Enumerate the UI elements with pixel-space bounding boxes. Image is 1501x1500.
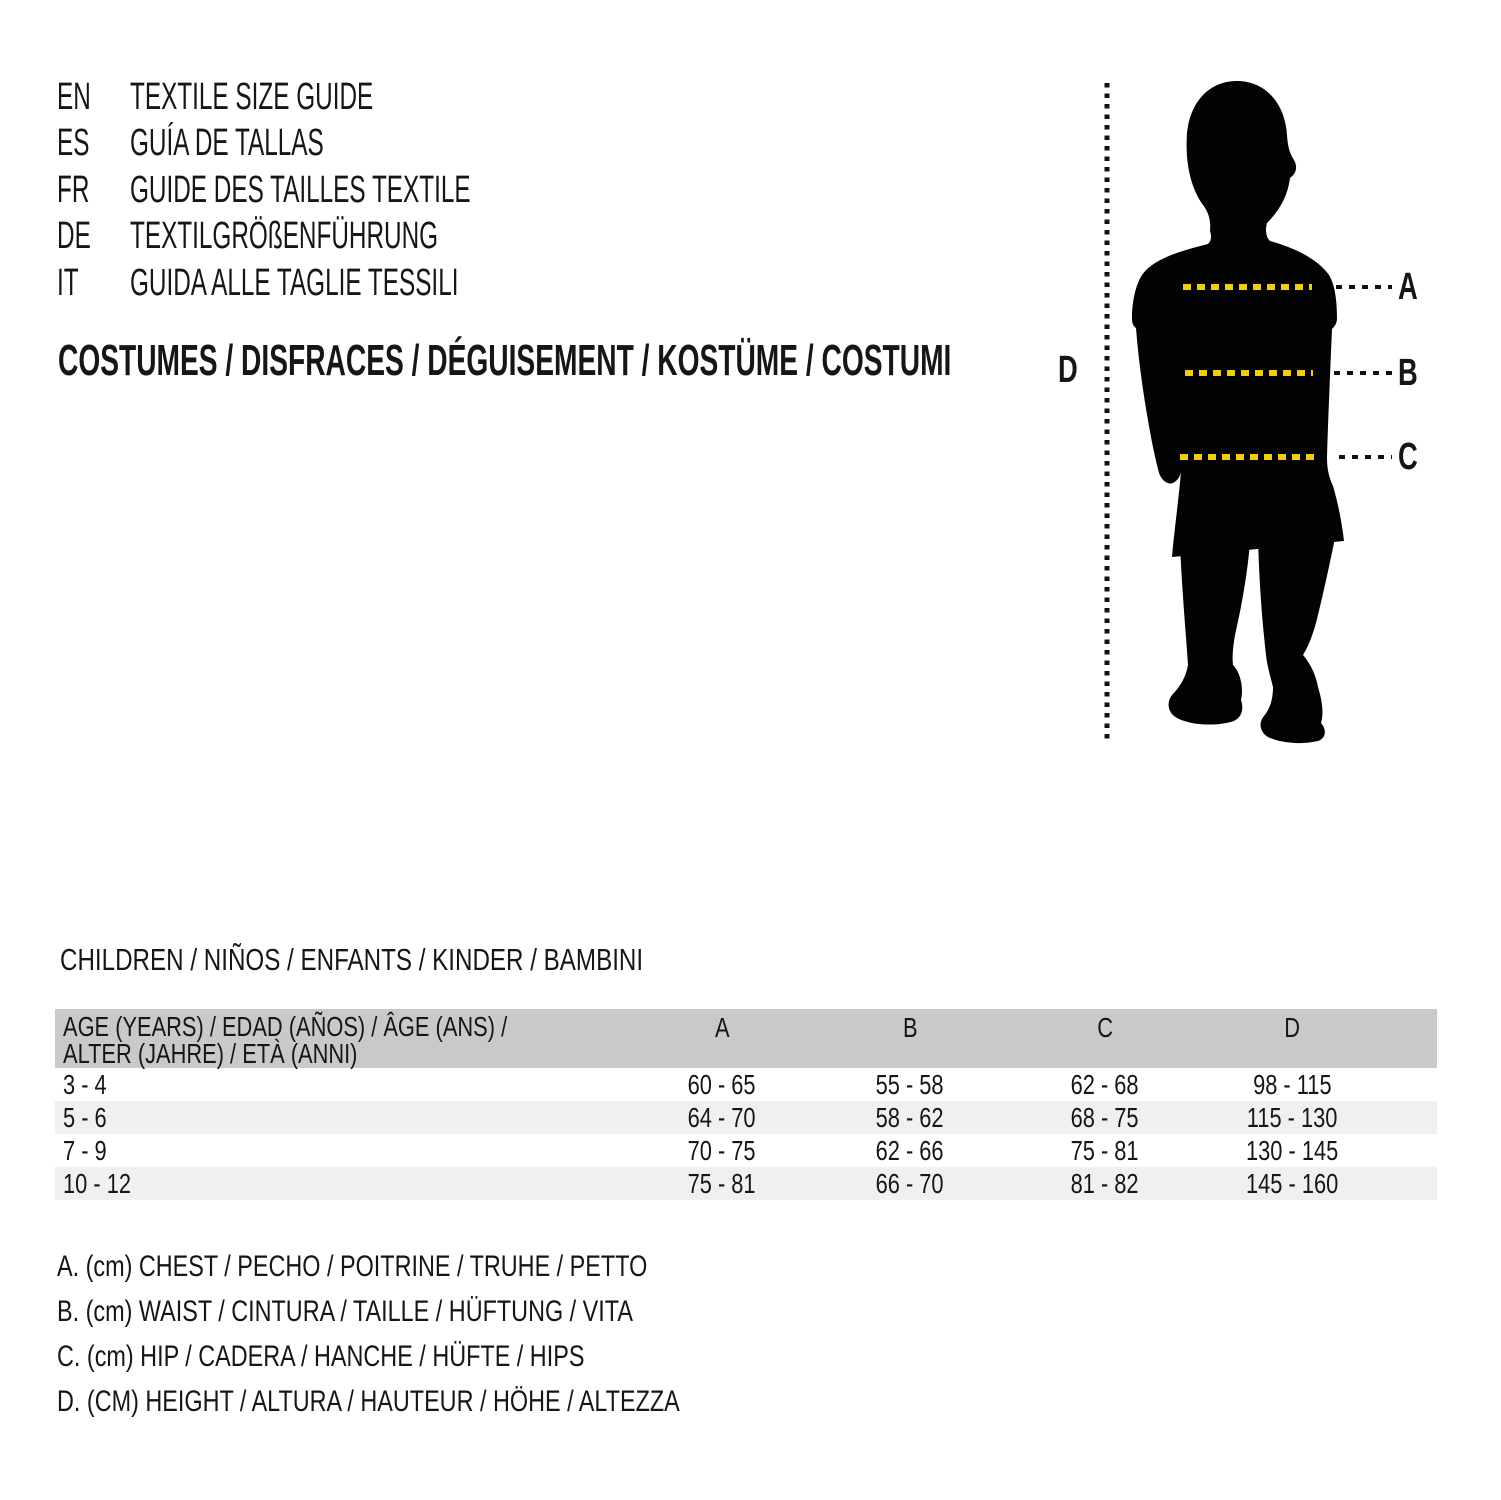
waist-label: B bbox=[1398, 352, 1418, 394]
lang-label: TEXTILGRÖßENFÜHRUNG bbox=[130, 215, 439, 257]
age-cell: 10 - 12 bbox=[63, 1168, 131, 1199]
lang-label: GUÍA DE TALLAS bbox=[130, 122, 324, 164]
age-cell: 7 - 9 bbox=[63, 1135, 107, 1166]
legend-chest: A. (cm) CHEST / PECHO / POITRINE / TRUHE / PETTO bbox=[57, 1250, 648, 1283]
table-row bbox=[55, 1167, 1437, 1200]
legend-hip: C. (cm) HIP / CADERA / HANCHE / HÜFTE / HIPS bbox=[57, 1340, 585, 1373]
child-silhouette-icon bbox=[1132, 81, 1344, 557]
hip-label: C bbox=[1398, 436, 1418, 478]
age-column-header: AGE (YEARS) / EDAD (AÑOS) / ÂGE (ANS) / ALTER (JAHRE) / ETÀ (ANNI) bbox=[63, 1011, 508, 1069]
measurement-figure bbox=[1040, 75, 1460, 755]
table-row bbox=[55, 1068, 1437, 1101]
waist-cell: 55 - 58 bbox=[875, 1069, 944, 1100]
table-row bbox=[55, 1134, 1437, 1167]
age-cell: 3 - 4 bbox=[63, 1069, 107, 1100]
child-right-leg bbox=[1258, 533, 1336, 743]
hip-cell: 75 - 81 bbox=[1070, 1135, 1139, 1166]
lang-code: IT bbox=[57, 262, 79, 304]
lang-label: GUIDE DES TAILLES TEXTILE bbox=[130, 169, 471, 211]
height-cell: 145 - 160 bbox=[1245, 1168, 1339, 1199]
lang-code: EN bbox=[57, 76, 91, 118]
chest-cell: 75 - 81 bbox=[687, 1168, 756, 1199]
chest-cell: 60 - 65 bbox=[687, 1069, 756, 1100]
chest-cell: 64 - 70 bbox=[687, 1102, 756, 1133]
child-left-leg bbox=[1169, 541, 1250, 725]
hip-cell: 81 - 82 bbox=[1070, 1168, 1139, 1199]
table-row bbox=[55, 1101, 1437, 1134]
column-header-c: C bbox=[1097, 1012, 1113, 1043]
column-header-a: A bbox=[714, 1012, 730, 1043]
waist-cell: 66 - 70 bbox=[875, 1168, 944, 1199]
table-header-row bbox=[55, 1009, 1437, 1068]
height-cell: 130 - 145 bbox=[1245, 1135, 1339, 1166]
legend-waist: B. (cm) WAIST / CINTURA / TAILLE / HÜFTUNG / VITA bbox=[57, 1295, 633, 1328]
waist-cell: 58 - 62 bbox=[875, 1102, 944, 1133]
age-cell: 5 - 6 bbox=[63, 1102, 107, 1133]
column-header-b: B bbox=[902, 1012, 918, 1043]
height-cell: 98 - 115 bbox=[1252, 1069, 1332, 1100]
column-header-d: D bbox=[1284, 1012, 1300, 1043]
height-label: D bbox=[1058, 349, 1078, 391]
chest-label: A bbox=[1398, 266, 1418, 308]
lang-code: ES bbox=[57, 122, 90, 164]
lang-code: FR bbox=[57, 169, 90, 211]
waist-cell: 62 - 66 bbox=[875, 1135, 944, 1166]
lang-code: DE bbox=[57, 215, 91, 257]
size-table bbox=[55, 1009, 1437, 1200]
lang-label: TEXTILE SIZE GUIDE bbox=[130, 76, 374, 118]
hip-cell: 62 - 68 bbox=[1070, 1069, 1139, 1100]
category-title: COSTUMES / DISFRACES / DÉGUISEMENT / KOSTÜME / COSTUMI bbox=[58, 336, 952, 385]
height-cell: 115 - 130 bbox=[1246, 1102, 1338, 1133]
chest-cell: 70 - 75 bbox=[687, 1135, 756, 1166]
section-title: CHILDREN / NIÑOS / ENFANTS / KINDER / BAMBINI bbox=[60, 942, 644, 977]
hip-cell: 68 - 75 bbox=[1070, 1102, 1139, 1133]
legend-height: D. (CM) HEIGHT / ALTURA / HAUTEUR / HÖHE / ALTEZZA bbox=[57, 1385, 680, 1418]
lang-label: GUIDA ALLE TAGLIE TESSILI bbox=[130, 262, 459, 304]
